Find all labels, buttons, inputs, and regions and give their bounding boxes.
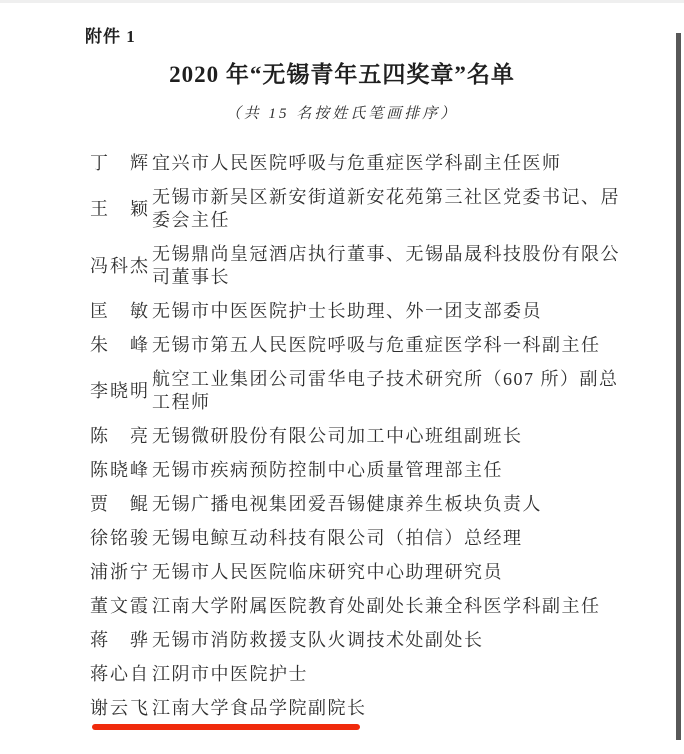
awardee-description: 江南大学食品学院副院长 xyxy=(152,698,367,718)
awardee-name: 蒋 骅 xyxy=(90,630,150,650)
awardee-row xyxy=(90,334,684,357)
awardee-description: 航空工业集团公司雷华电子技术研究所（607 所）副总工程师 xyxy=(152,369,619,412)
awardee-row xyxy=(90,697,684,720)
awardee-row xyxy=(90,368,684,414)
awardee-name: 丁 辉 xyxy=(90,153,150,173)
awardee-name: 徐铭骏 xyxy=(90,528,150,548)
awardee-description: 无锡鼎尚皇冠酒店执行董事、无锡晶晟科技股份有限公司董事长 xyxy=(152,244,620,287)
awardee-row xyxy=(90,186,684,232)
awardee-list xyxy=(90,152,684,720)
attachment-label: 附件 1 xyxy=(85,27,136,46)
awardee-description: 江阴市中医院护士 xyxy=(152,664,308,684)
awardee-row xyxy=(90,152,684,175)
page-title: 2020 年“无锡青年五四奖章”名单 xyxy=(169,62,515,87)
awardee-row xyxy=(90,527,684,550)
awardee-description: 无锡电鲸互动科技有限公司（拍信）总经理 xyxy=(152,528,523,548)
awardee-row xyxy=(90,459,684,482)
awardee-description: 江南大学附属医院教育处副处长兼全科医学科副主任 xyxy=(152,596,601,616)
awardee-name: 冯科杰 xyxy=(90,255,150,276)
awardee-description: 无锡市新吴区新安街道新安花苑第三社区党委书记、居委会主任 xyxy=(152,187,620,230)
awardee-description: 无锡市人民医院临床研究中心助理研究员 xyxy=(152,562,503,582)
awardee-description: 宜兴市人民医院呼吸与危重症医学科副主任医师 xyxy=(152,153,562,173)
awardee-name: 董文霞 xyxy=(90,596,150,616)
awardee-row xyxy=(90,243,684,289)
awardee-name: 朱 峰 xyxy=(90,335,150,355)
awardee-description: 无锡微研股份有限公司加工中心班组副班长 xyxy=(152,426,523,446)
awardee-name: 谢云飞 xyxy=(90,698,150,718)
awardee-description: 无锡市中医医院护士长助理、外一团支部委员 xyxy=(152,301,542,321)
awardee-name: 匡 敏 xyxy=(90,301,150,321)
awardee-row xyxy=(90,425,684,448)
page-subtitle: （共 15 名按姓氏笔画排序） xyxy=(225,106,459,122)
awardee-description: 无锡市疾病预防控制中心质量管理部主任 xyxy=(152,460,503,480)
awardee-name: 陈晓峰 xyxy=(90,460,150,480)
awardee-name: 浦浙宁 xyxy=(90,562,150,582)
awardee-row xyxy=(90,493,684,516)
awardee-name: 陈 亮 xyxy=(90,426,150,446)
awardee-name: 贾 鲲 xyxy=(90,494,150,514)
awardee-row xyxy=(90,561,684,584)
awardee-row xyxy=(90,663,684,686)
awardee-description: 无锡广播电视集团爱吾锡健康养生板块负责人 xyxy=(152,494,542,514)
awardee-row xyxy=(90,595,684,618)
awardee-description: 无锡市消防救援支队火调技术处副处长 xyxy=(152,630,484,650)
page-top-edge xyxy=(0,0,684,3)
awardee-row xyxy=(90,629,684,652)
awardee-row xyxy=(90,300,684,323)
awardee-name: 李晓明 xyxy=(90,380,150,401)
awardee-description: 无锡市第五人民医院呼吸与危重症医学科一科副主任 xyxy=(152,335,601,355)
awardee-name: 蒋心自 xyxy=(90,664,150,684)
awardee-name: 王 颖 xyxy=(90,198,150,219)
